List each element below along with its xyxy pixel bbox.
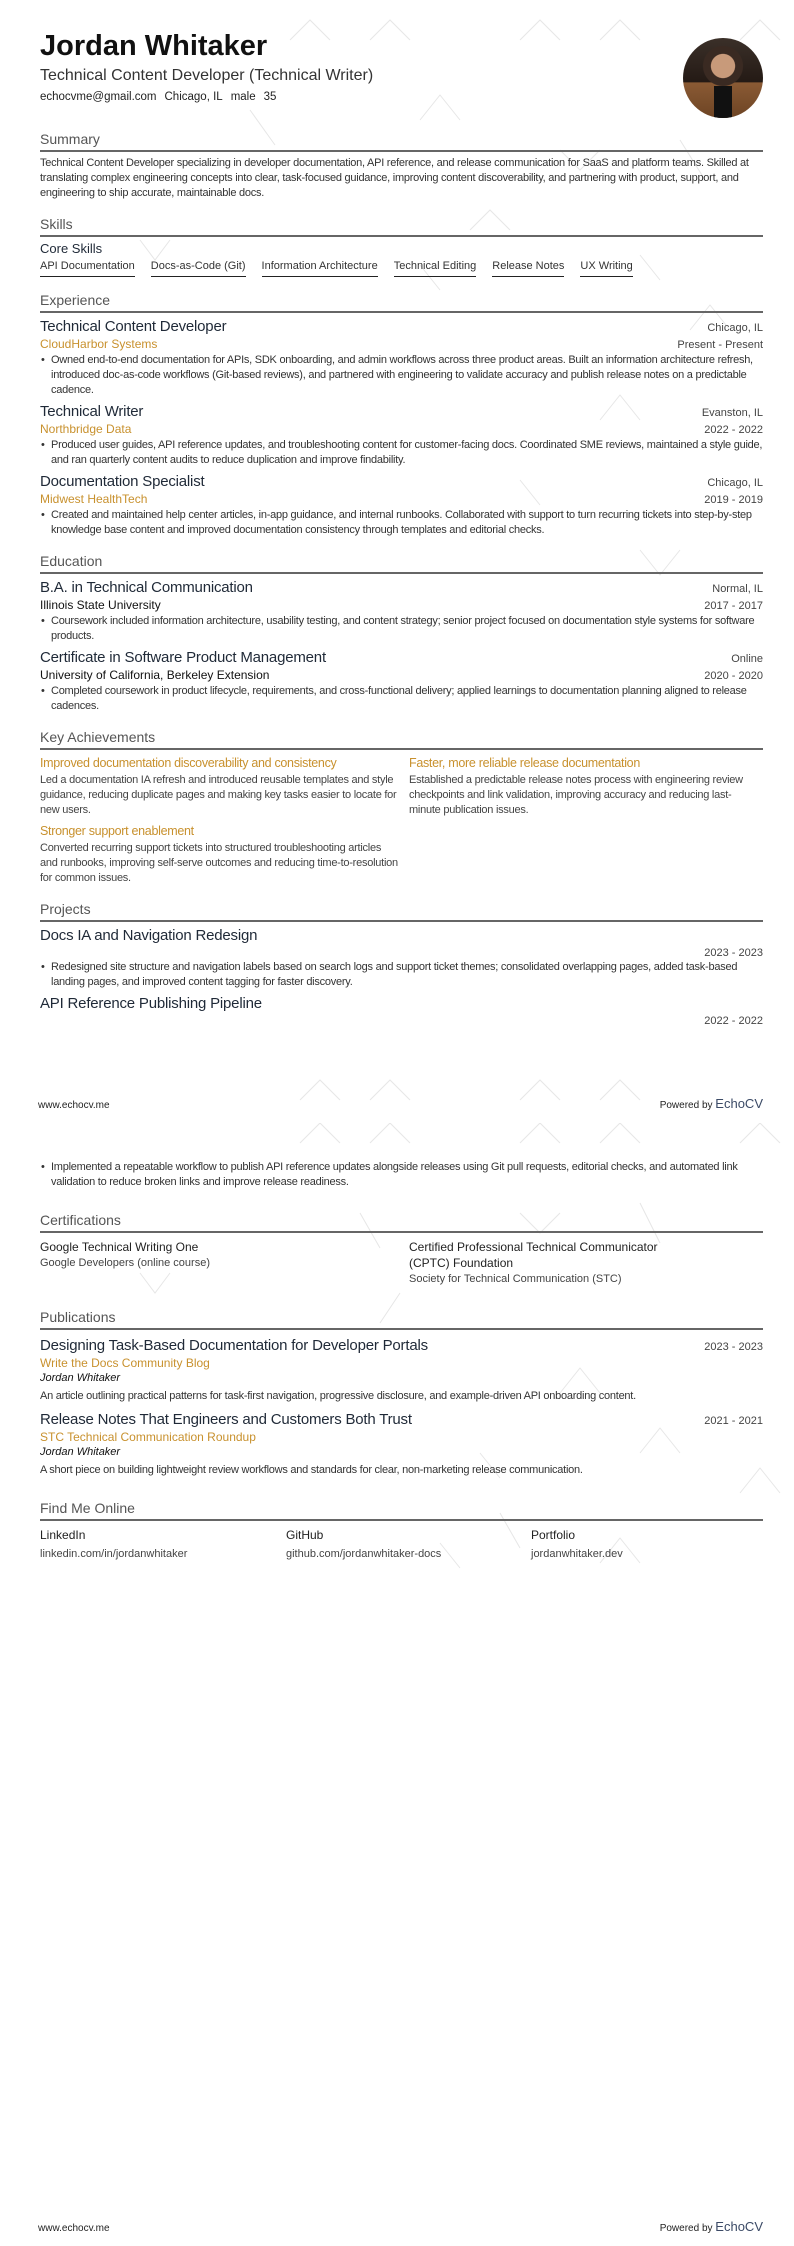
section-heading: Skills	[40, 216, 763, 237]
section-heading: Key Achievements	[40, 729, 763, 750]
experience-item	[40, 317, 763, 398]
edu-bullet: • Coursework included information architecture, usability testing, and content strategy; senior project focused on documentation style systems for software products.	[40, 614, 763, 644]
skill-group-title: Core Skills	[40, 241, 103, 256]
edu-location: Normal, IL	[712, 583, 763, 595]
section-heading: Certifications	[40, 1212, 763, 1233]
edu-bullet: • Completed coursework in product lifecycle, requirements, and cross-functional delivery; applied learnings to documentation planning aligned to release cadences.	[40, 684, 763, 714]
location: Chicago, IL	[164, 91, 223, 103]
company: Northbridge Data	[40, 422, 132, 436]
site-link[interactable]: www.echocv.me	[38, 2223, 110, 2234]
publication-dates: 2023 - 2023	[704, 1341, 763, 1353]
online-item	[40, 1521, 286, 1562]
achievement-text: Led a documentation IA refresh and introduced reusable templates and style guidance, reducing duplicate pages and making key tasks easier to locate for new users.	[40, 774, 397, 816]
publication-venue: Write the Docs Community Blog	[40, 1356, 210, 1370]
job-location: Chicago, IL	[707, 322, 763, 334]
achievement-item	[40, 818, 409, 886]
achievement-title: Stronger support enablement	[40, 824, 194, 838]
publication-description: An article outlining practical patterns for task-first navigation, progressive disclosure, and example-driven API onboarding content.	[40, 1390, 636, 1402]
achievement-item	[409, 750, 763, 818]
projects-section	[40, 901, 763, 1027]
job-title: Technical Writer	[40, 403, 144, 420]
project-title: Docs IA and Navigation Redesign	[40, 927, 258, 944]
gender: male	[230, 91, 256, 103]
skill-tag: UX Writing	[580, 260, 632, 277]
powered-by: Powered by	[659, 1100, 713, 1111]
online-item	[531, 1521, 763, 1562]
certification-item	[409, 1233, 763, 1287]
degree: B.A. in Technical Communication	[40, 579, 253, 596]
section-heading: Education	[40, 553, 763, 574]
section-heading: Find Me Online	[40, 1500, 763, 1521]
email[interactable]: echocvme@gmail.com	[40, 91, 157, 103]
edu-location: Online	[731, 653, 763, 665]
candidate-title: Technical Content Developer (Technical Writer)	[40, 67, 374, 84]
project-bullet: • Redesigned site structure and navigation labels based on search logs and support ticket themes; consolidated overlapping pages, added task-based landing pages, and improved content tagging for faster discovery.	[40, 960, 763, 990]
achievement-title: Improved documentation discoverability and consistency	[40, 756, 337, 770]
section-heading: Experience	[40, 292, 763, 313]
education-section	[40, 553, 763, 714]
skill-tag: API Documentation	[40, 260, 135, 277]
online-label: GitHub	[286, 1528, 324, 1542]
achievement-text: Established a predictable release notes process with engineering review checkpoints and link validation, improving accuracy and reducing last-minute publication issues.	[409, 774, 743, 816]
experience-section	[40, 292, 763, 538]
education-item	[40, 578, 763, 644]
skill-tag: Docs-as-Code (Git)	[151, 260, 246, 277]
project-dates: 2023 - 2023	[704, 947, 763, 959]
certifications-section	[40, 1212, 763, 1287]
section-heading: Summary	[40, 131, 763, 152]
achievement-text: Converted recurring support tickets into structured troubleshooting articles and runbooks, improving self-serve outcomes and reducing time-to-resolution for common issues.	[40, 842, 398, 884]
candidate-name: Jordan Whitaker	[40, 30, 268, 62]
profile-photo	[683, 38, 763, 118]
job-dates: 2019 - 2019	[704, 494, 763, 506]
experience-item	[40, 472, 763, 538]
publication-item	[40, 1336, 763, 1404]
school: University of California, Berkeley Extension	[40, 668, 270, 682]
page-footer	[38, 2219, 763, 2234]
skills-section	[40, 216, 763, 277]
achievement-title: Faster, more reliable release documentation	[409, 756, 640, 770]
job-dates: 2022 - 2022	[704, 424, 763, 436]
job-bullet: • Created and maintained help center articles, in-app guidance, and internal runbooks. Collaborated with support to turn recurring tickets into step-by-step knowledge base content and improved documentation consistency through templates and editorial checks.	[40, 508, 763, 538]
achievement-item	[40, 750, 409, 818]
project-title: API Reference Publishing Pipeline	[40, 995, 262, 1012]
publication-description: A short piece on building lightweight review workflows and standards for clear, non-marketing release communication.	[40, 1464, 583, 1476]
achievements-section	[40, 729, 763, 886]
education-item	[40, 648, 763, 714]
edu-dates: 2017 - 2017	[704, 600, 763, 612]
publication-item	[40, 1410, 763, 1478]
section-heading: Projects	[40, 901, 763, 922]
portfolio-link[interactable]: jordanwhitaker.dev	[531, 1548, 623, 1560]
online-label: LinkedIn	[40, 1528, 86, 1542]
job-location: Evanston, IL	[701, 407, 763, 419]
project-dates: 2022 - 2022	[704, 1015, 763, 1027]
cert-name: Google Technical Writing One	[40, 1240, 199, 1254]
job-dates: Present - Present	[677, 339, 763, 351]
skill-tag: Information Architecture	[262, 260, 378, 277]
job-title: Documentation Specialist	[40, 473, 205, 490]
header	[40, 30, 763, 103]
publications-section	[40, 1309, 763, 1478]
site-link[interactable]: www.echocv.me	[38, 1100, 110, 1111]
brand-logo[interactable]: EchoCV	[715, 2219, 763, 2234]
linkedin-link[interactable]: linkedin.com/in/jordanwhitaker	[40, 1548, 188, 1560]
powered-by: Powered by	[659, 2223, 713, 2234]
job-title: Technical Content Developer	[40, 318, 227, 335]
online-label: Portfolio	[531, 1528, 576, 1542]
skill-tag: Release Notes	[492, 260, 564, 277]
project-item	[40, 994, 763, 1027]
contact-info	[40, 91, 763, 103]
cert-issuer: Society for Technical Communication (STC)	[409, 1273, 622, 1285]
company: CloudHarbor Systems	[40, 337, 158, 351]
summary-text: Technical Content Developer specializing in developer documentation, API reference, and release communication for SaaS and platform teams. Skilled at translating complex engineering concepts into clear, task-focused guidance, improving content discoverability, and partnering with product, support, and engineering to ship accurate, maintainable docs.	[40, 157, 749, 199]
publication-author: Jordan Whitaker	[40, 1446, 121, 1458]
online-section	[40, 1500, 763, 1562]
cert-issuer: Google Developers (online course)	[40, 1257, 210, 1269]
github-link[interactable]: github.com/jordanwhitaker-docs	[286, 1548, 442, 1560]
brand-logo[interactable]: EchoCV	[715, 1096, 763, 1111]
age: 35	[263, 91, 277, 103]
school: Illinois State University	[40, 598, 161, 612]
publication-title: Designing Task-Based Documentation for Developer Portals	[40, 1337, 428, 1354]
online-item	[286, 1521, 531, 1562]
project-item	[40, 926, 763, 990]
section-heading: Publications	[40, 1309, 763, 1330]
edu-dates: 2020 - 2020	[704, 670, 763, 682]
certification-item	[40, 1233, 409, 1287]
publication-venue: STC Technical Communication Roundup	[40, 1430, 256, 1444]
degree: Certificate in Software Product Management	[40, 649, 326, 666]
publication-dates: 2021 - 2021	[704, 1415, 763, 1427]
experience-item	[40, 402, 763, 468]
job-bullet: • Owned end-to-end documentation for APIs, SDK onboarding, and admin workflows across three product areas. Built an information architecture refresh, introduced doc-as-code workflows (Git-based reviews), and partnered with engineering to validate accuracy and publish release notes on a predictable cadence.	[40, 353, 763, 398]
skill-tag: Technical Editing	[394, 260, 477, 277]
summary-section	[40, 131, 763, 201]
job-bullet: • Produced user guides, API reference updates, and troubleshooting content for customer-facing docs. Coordinated SME reviews, maintained a style guide, and ran quarterly content audits to reduce duplication and improve findability.	[40, 438, 763, 468]
resume-page-2	[0, 1123, 794, 2246]
cert-name: Certified Professional Technical Communicator (CPTC) Foundation	[409, 1240, 658, 1270]
project-bullet: • Implemented a repeatable workflow to publish API reference updates alongside releases using Git pull requests, editorial checks, and automated link validation to reduce broken links and improve release readiness.	[40, 1160, 763, 1190]
publication-author: Jordan Whitaker	[40, 1372, 121, 1384]
publication-title: Release Notes That Engineers and Customers Both Trust	[40, 1411, 412, 1428]
company: Midwest HealthTech	[40, 492, 148, 506]
job-location: Chicago, IL	[707, 477, 763, 489]
page-footer	[38, 1096, 763, 1111]
